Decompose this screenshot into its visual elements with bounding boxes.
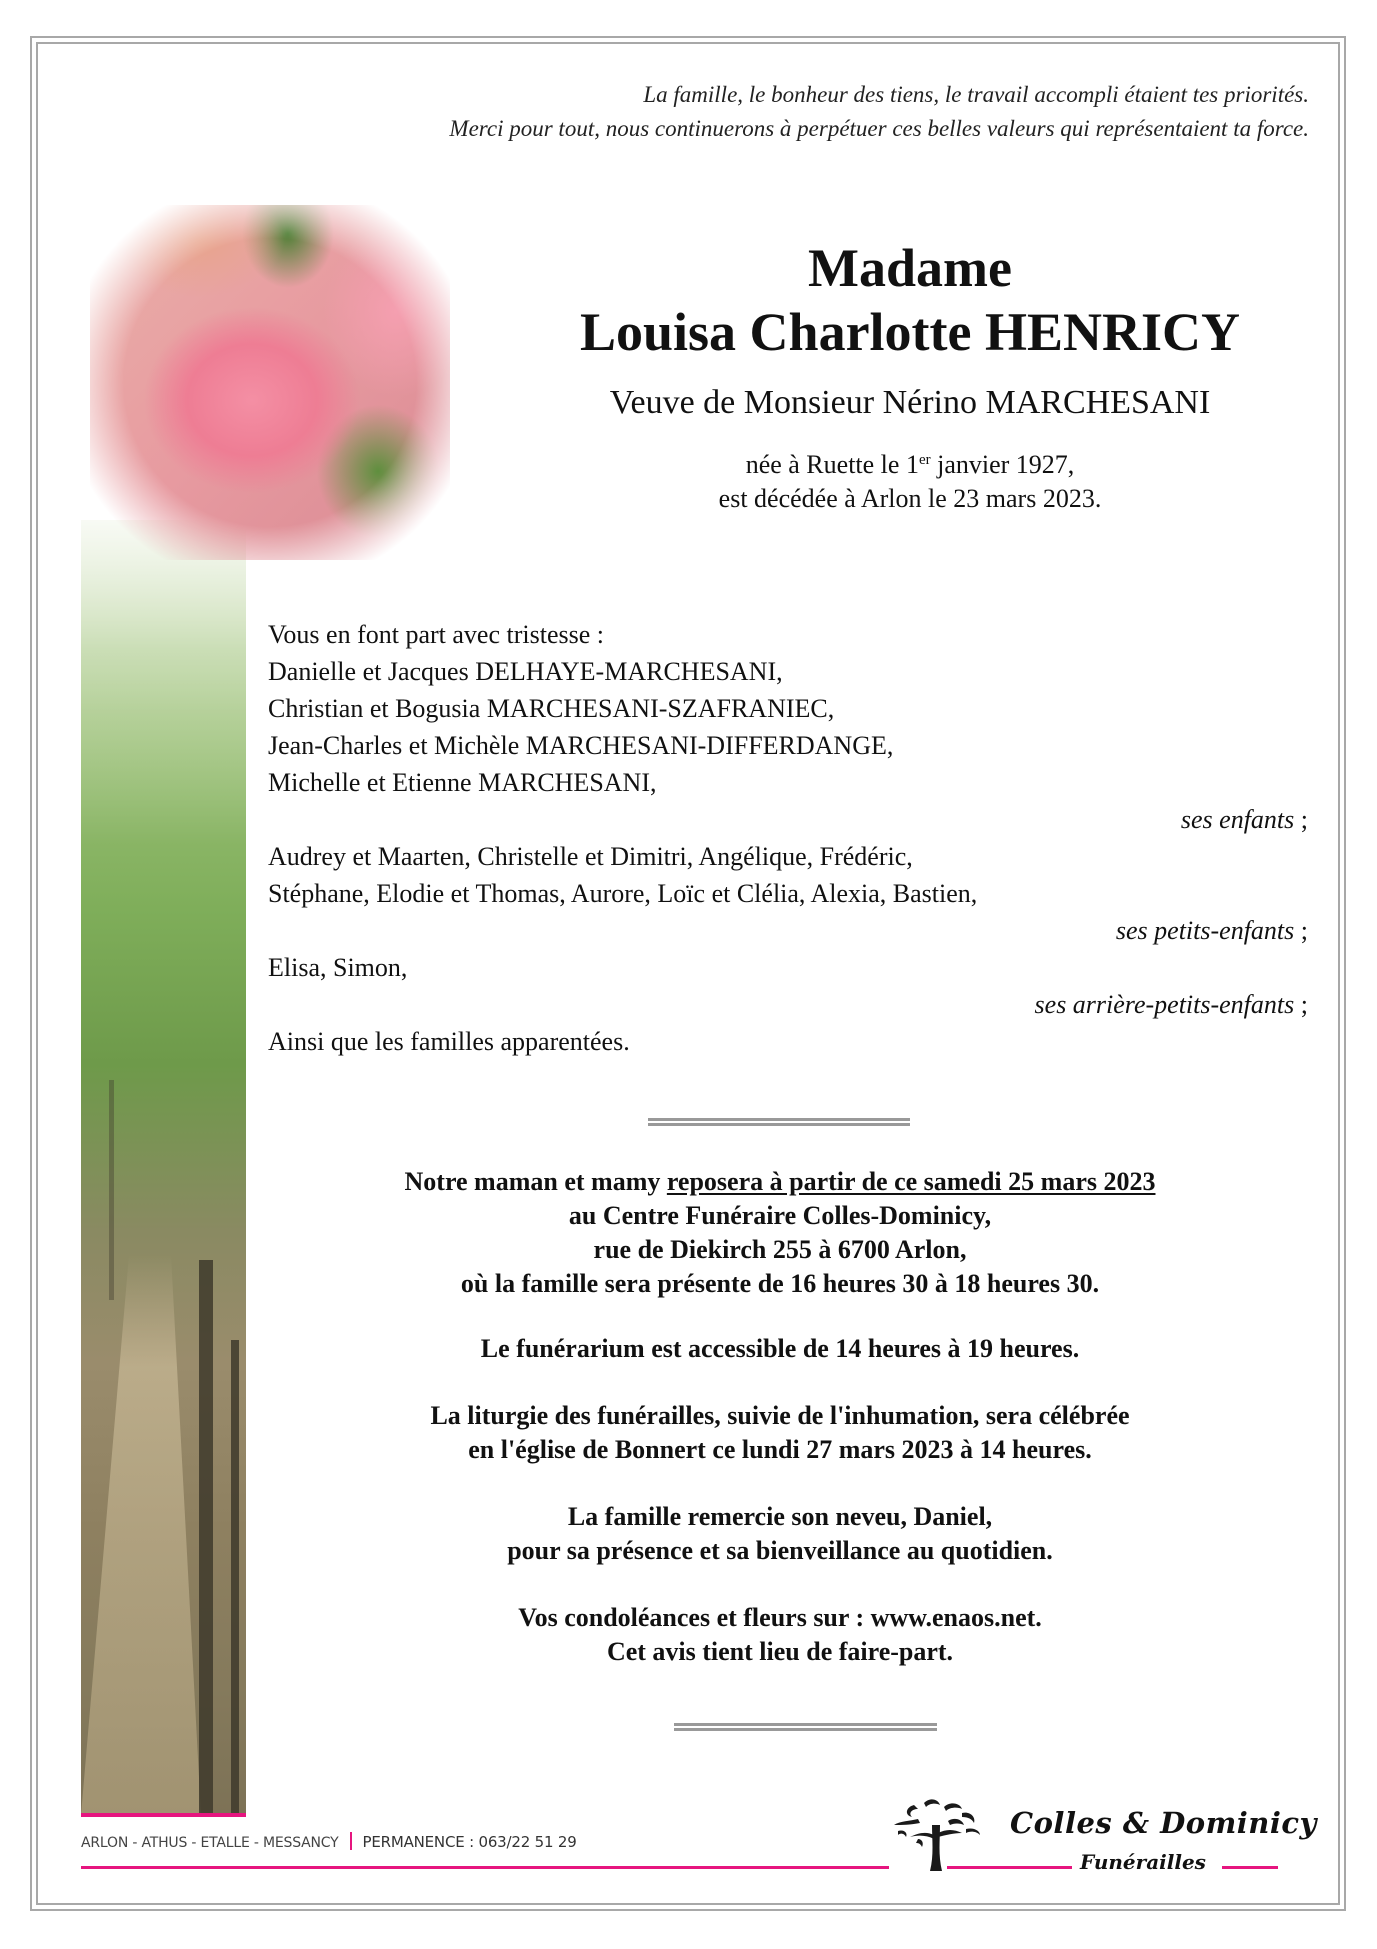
funerarium-hours: Le funérarium est accessible de 14 heures à 19 heures. (480, 1334, 1080, 1363)
wake-date: reposera à partir de ce samedi 25 mars 2023 (666, 1167, 1156, 1196)
role-semicolon: ; (1294, 990, 1308, 1019)
forest-path-image (81, 520, 246, 1815)
tree-logo-icon (888, 1795, 984, 1875)
epigraph-line-2: Merci pour tout, nous continuerons à perpétuer ces belles valeurs qui représentaient ta force. (449, 116, 1309, 141)
double-rule-divider (648, 1118, 910, 1126)
condolences-line: Vos condoléances et fleurs sur : www.enaos.net. (518, 1603, 1042, 1632)
wake-address: rue de Diekirch 255 à 6700 Arlon, (593, 1235, 967, 1264)
birth-suffix: janvier 1927, (930, 450, 1075, 479)
life-dates (500, 448, 1320, 516)
brand-subtitle: Funérailles (1080, 1850, 1206, 1874)
role-semicolon: ; (1294, 916, 1308, 945)
thanks (300, 1500, 1260, 1568)
footer-locations: ARLON - ATHUS - ETALLE - MESSANCY (81, 1835, 339, 1851)
brand-name: Colles & Dominicy (1010, 1806, 1317, 1840)
tree-trunk (109, 1080, 114, 1300)
brand-accent-line (1222, 1866, 1278, 1869)
birth-line (500, 448, 1320, 482)
thanks-line-1: La famille remercie son neveu, Daniel, (567, 1502, 993, 1531)
wake-prefix: Notre maman et mamy (404, 1167, 667, 1196)
footer-accent-line (81, 1866, 889, 1869)
role-label: ses arrière-petits-enfants (1034, 990, 1295, 1019)
birth-prefix: née à Ruette le 1 (745, 450, 919, 479)
deceased-title: Madame (808, 238, 1012, 298)
image-accent-bar (81, 1813, 246, 1817)
role-label: ses enfants (1180, 805, 1295, 834)
liturgy-line-1: La liturgie des funérailles, suivie de l'inhumation, sera célébrée (430, 1401, 1130, 1430)
child-line: Danielle et Jacques DELHAYE-MARCHESANI, (268, 657, 783, 686)
footer-permanence: PERMANENCE : 063/22 51 29 (362, 1833, 577, 1851)
role-children (268, 801, 1308, 838)
great-grandchild-line: Elisa, Simon, (268, 953, 408, 982)
role-grandchildren (268, 912, 1308, 949)
pink-roses-image (90, 205, 450, 560)
epigraph (449, 78, 1309, 146)
brand-accent-line (947, 1866, 1072, 1869)
child-line: Christian et Bogusia MARCHESANI-SZAFRANIEC, (268, 694, 835, 723)
death-line: est décédée à Arlon le 23 mars 2023. (718, 484, 1102, 513)
child-line: Jean-Charles et Michèle MARCHESANI-DIFFERDANGE, (268, 731, 894, 760)
wake-details (300, 1165, 1260, 1301)
family-intro: Vous en font part avec tristesse : (268, 620, 604, 649)
role-great-grandchildren (268, 986, 1308, 1023)
footer-separator (350, 1832, 352, 1850)
forest-path-trail (81, 1255, 201, 1815)
epigraph-line-1: La famille, le bonheur des tiens, le travail accompli étaient tes priorités. (643, 82, 1309, 107)
family-announcement (268, 616, 1308, 1060)
grandchild-line: Stéphane, Elodie et Thomas, Aurore, Loïc et Clélia, Alexia, Bastien, (268, 879, 978, 908)
liturgy-line-2: en l'église de Bonnert ce lundi 27 mars 2023 à 14 heures. (468, 1435, 1092, 1464)
double-rule-divider (674, 1723, 937, 1731)
grandchild-line: Audrey et Maarten, Christelle et Dimitri, Angélique, Frédéric, (268, 842, 913, 871)
wake-hours: où la famille sera présente de 16 heures 30 à 18 heures 30. (460, 1269, 1100, 1298)
wake-place: au Centre Funéraire Colles-Dominicy, (568, 1201, 992, 1230)
widow-of: Veuve de Monsieur Nérino MARCHESANI (609, 384, 1211, 421)
liturgy-details (300, 1399, 1260, 1467)
footer-contact (81, 1832, 577, 1851)
notice-line: Cet avis tient lieu de faire-part. (606, 1637, 954, 1666)
deceased-name: Louisa Charlotte HENRICY (579, 302, 1241, 362)
role-semicolon: ; (1294, 805, 1308, 834)
thanks-line-2: pour sa présence et sa bienveillance au quotidien. (507, 1536, 1053, 1565)
family-closing: Ainsi que les familles apparentées. (268, 1027, 630, 1056)
birth-ordinal: er (918, 452, 931, 468)
role-label: ses petits-enfants (1115, 916, 1295, 945)
condolences (300, 1601, 1260, 1669)
tree-trunk (199, 1260, 213, 1815)
child-line: Michelle et Etienne MARCHESANI, (268, 768, 657, 797)
tree-trunk (231, 1340, 239, 1815)
wake-line (300, 1165, 1260, 1199)
